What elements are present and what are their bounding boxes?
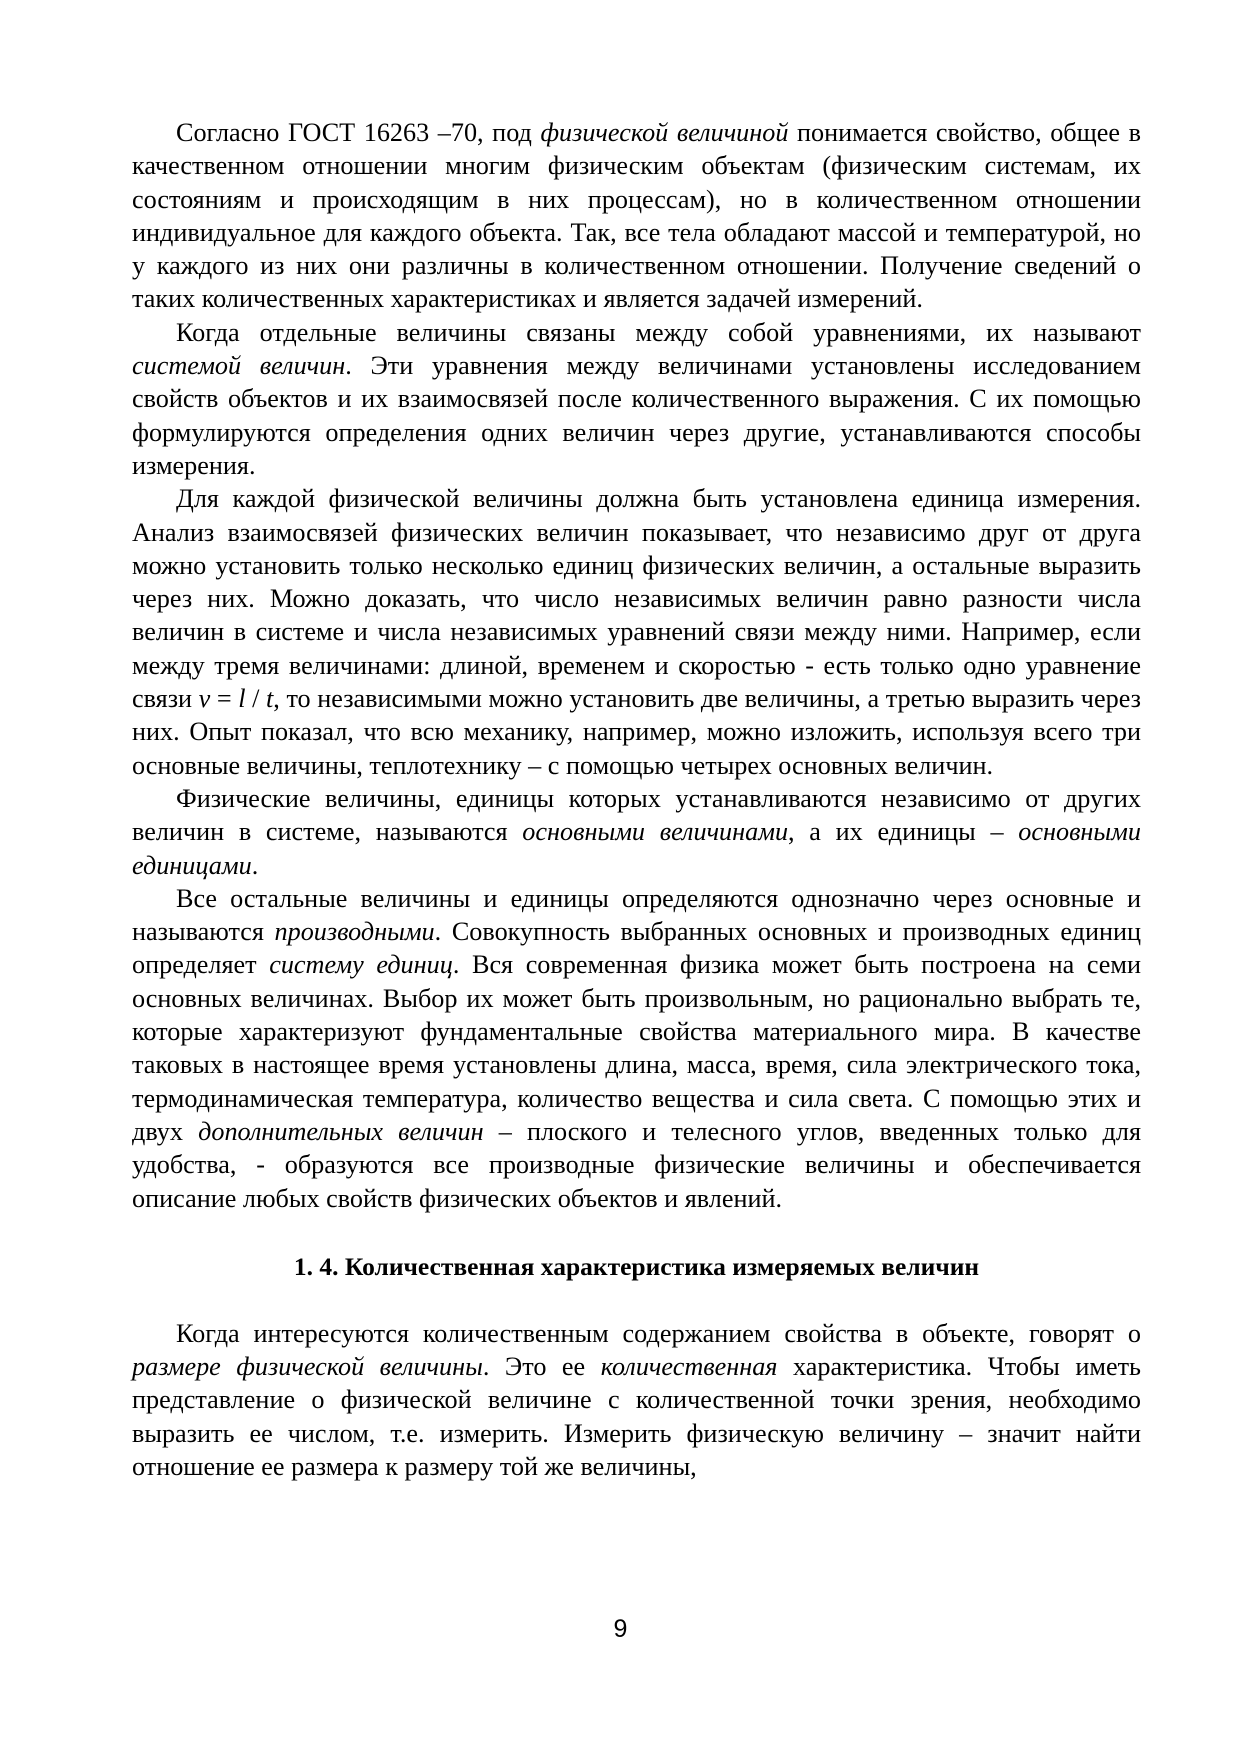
term-system-of-quantities: системой величин bbox=[132, 351, 346, 381]
formula-var-v: v bbox=[198, 684, 211, 714]
paragraph-4: Физические величины, единицы которых устанавливаются независимо от других величин в системе, называются основными величинами, а их единицы – основными единицами. bbox=[132, 783, 1141, 880]
formula-var-l: l bbox=[238, 684, 246, 714]
term-physical-quantity: физической величиной bbox=[540, 118, 789, 147]
term-base-units: основными единицами bbox=[132, 817, 1141, 880]
term-system-of-units: систему единиц bbox=[269, 950, 453, 980]
paragraph-2: Когда отдельные величины связаны между собой уравнениями, их называют системой величин. Эти уравнения между величинами установлены исследованием свойств объектов и их взаимосвязей после количественного выражения. С их помощью формулируются определения одних величин через другие, устанавливаются способы измерения. bbox=[132, 317, 1141, 480]
paragraph-5: Все остальные величины и единицы определяются однозначно через основные и называются производными. Совокупность выбранных основных и производных единиц определяет систему единиц. Вся современная физика может быть построена на семи основных величинах. Выбор их может быть произвольным, но рационально выбрать те, которые характеризуют фундаментальные свойства материального мира. В качестве таковых в настоящее время установлены длина, масса, время, сила электрического тока, термодинамическая температура, количество вещества и сила света. С помощью этих и двух дополнительных величин – плоского и телесного углов, введенных только для удобства, - образуются все производные физические величины и обеспечивается описание любых свойств физических объектов и явлений. bbox=[132, 883, 1142, 1213]
page-number: 9 bbox=[613, 1615, 628, 1643]
formula-var-t: t bbox=[266, 684, 274, 714]
term-base-quantities: основными величинами bbox=[522, 817, 789, 847]
body-text bbox=[132, 116, 1141, 1483]
term-quantitative: количественная bbox=[600, 1352, 778, 1382]
paragraph-3: Для каждой физической величины должна быть установлена единица измерения. Анализ взаимосвязей физических величин показывает, что независимо друг от друга можно установить только несколько единиц физических величин, а остальные выразить через них. Можно доказать, что число независимых величин равно разности числа величин в системе и числа независимых уравнений связи между ними. Например, если между тремя величинами: длиной, временем и скоростью - есть только одно уравнение связи v = l / t, то независимыми можно установить две величины, а третью выразить через них. Опыт показал, что всю механику, например, можно изложить, используя всего три основные величины, теплотехнику – с помощью четырех основных величин. bbox=[132, 484, 1141, 780]
term-supplementary-quantities: дополнительных величин bbox=[198, 1116, 484, 1146]
term-derived: производными bbox=[274, 917, 435, 947]
paragraph-6: Когда интересуются количественным содержанием свойства в объекте, говорят о размере физической величины. Это ее количественная характеристика. Чтобы иметь представление о физической величине с количественной точки зрения, необходимо выразить ее числом, т.е. измерить. Измерить физическую величину – значит найти отношение ее размера к размеру той же величины, bbox=[132, 1318, 1142, 1481]
section-heading: 1. 4. Количественная характеристика измеряемых величин bbox=[293, 1251, 980, 1281]
paragraph-1: Согласно ГОСТ 16263 –70, под физической величиной понимается свойство, общее в качественном отношении многим физическим объектам (физическим системам, их состояниям и происходящим в них процессам), но в количественном отношении индивидуальное для каждого объекта. Так, все тела обладают массой и температурой, но у каждого из них они различны в количественном отношении. Получение сведений о таких количественных характеристиках и является задачей измерений. bbox=[132, 118, 1141, 314]
term-size-of-quantity: размере физической величины bbox=[132, 1352, 483, 1382]
